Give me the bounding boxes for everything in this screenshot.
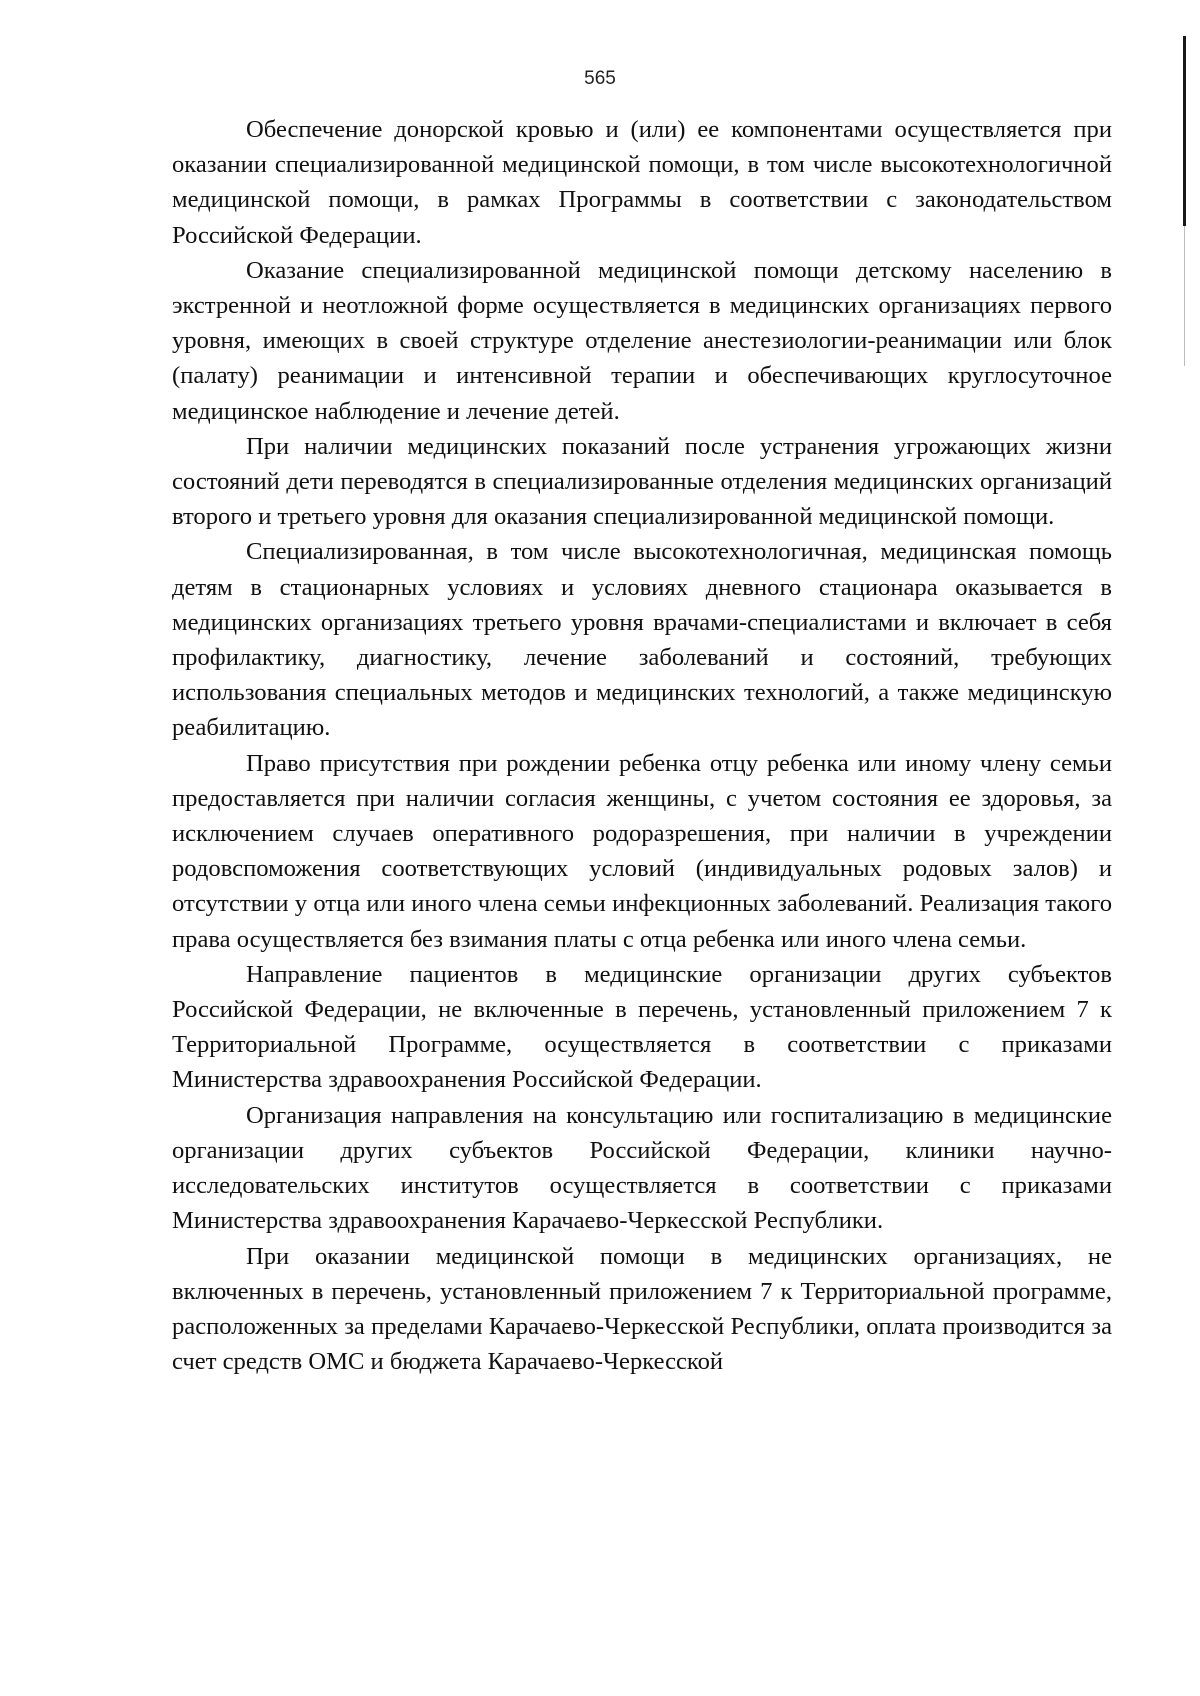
scan-edge-mark <box>1183 36 1186 226</box>
paragraph-payment-outside-region: При оказании медицинской помощи в медицинских организациях, не включенных в перечень, установленный приложением 7 к Территориальной программе, расположенных за пределами Карачаево-Черкесской Республики, оплата производится за счет средств ОМС и бюджета Карачаево-Черкесской <box>172 1242 1112 1376</box>
page-number: 565 <box>584 68 616 89</box>
paragraph-consultation-referral: Организация направления на консультацию или госпитализацию в медицинские организации других субъектов Российской Федерации, клиники научно-исследовательских институтов осуществляется в соответствии с приказами Министерства здравоохранения Карачаево-Черкесской Республики. <box>172 1101 1112 1235</box>
paragraph-specialized-children-care: Специализированная, в том числе высокотехнологичная, медицинская помощь детям в стационарных условиях и условиях дневного стационара оказывается в медицинских организациях третьего уровня врачами-специалистами и включает в себя профилактику, диагностику, лечение заболеваний и состояний, требующих использования специальных методов и медицинских технологий, а также медицинскую реабилитацию. <box>172 538 1112 742</box>
scan-edge-mark-faint <box>1184 226 1185 366</box>
paragraph-children-emergency-care: Оказание специализированной медицинской помощи детскому населению в экстренной и неотложной форме осуществляется в медицинских организациях первого уровня, имеющих в своей структуре отделение анестезиологии-реанимации или блок (палату) реанимации и интенсивной терапии и обеспечивающих круглосуточное медицинское наблюдение и лечение детей. <box>172 256 1112 425</box>
document-body <box>172 112 1112 1379</box>
paragraph-referral-other-regions: Направление пациентов в медицинские организации других субъектов Российской Федерации, не включенные в перечень, установленный приложением 7 к Территориальной Программе, осуществляется в соответствии с приказами Министерства здравоохранения Российской Федерации. <box>172 960 1112 1094</box>
paragraph-children-transfer: При наличии медицинских показаний после устранения угрожающих жизни состояний дети переводятся в специализированные отделения медицинских организаций второго и третьего уровня для оказания специализированной медицинской помощи. <box>172 432 1112 531</box>
paragraph-donor-blood: Обеспечение донорской кровью и (или) ее компонентами осуществляется при оказании специализированной медицинской помощи, в том числе высокотехнологичной медицинской помощи, в рамках Программы в соответствии с законодательством Российской Федерации. <box>172 116 1112 249</box>
paragraph-birth-presence-right: Право присутствия при рождении ребенка отцу ребенка или иному члену семьи предоставляется при наличии согласия женщины, с учетом состояния ее здоровья, за исключением случаев оперативного родоразрешения, при наличии в учреждении родовспоможения соответствующих условий (индивидуальных родовых залов) и отсутствии у отца или иного члена семьи инфекционных заболеваний. Реализация такого права осуществляется без взимания платы с отца ребенка или иного члена семьи. <box>172 749 1112 953</box>
